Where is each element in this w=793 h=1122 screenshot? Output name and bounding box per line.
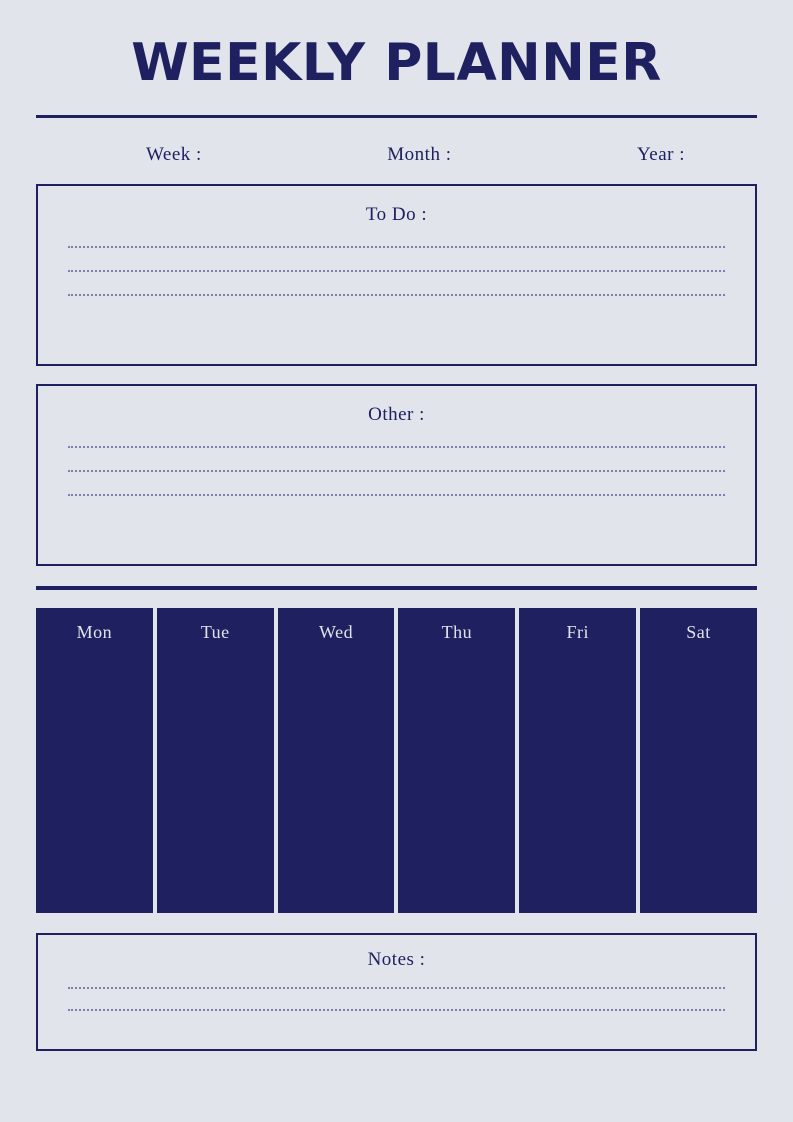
- month-field-label[interactable]: Month :: [387, 143, 452, 165]
- day-label: Sat: [686, 621, 711, 642]
- notes-line[interactable]: [68, 987, 725, 989]
- notes-box[interactable]: [36, 933, 757, 1051]
- day-column-fri[interactable]: [519, 608, 636, 913]
- day-column-sat[interactable]: [640, 608, 757, 913]
- day-column-mon[interactable]: [36, 608, 153, 913]
- other-line[interactable]: [68, 446, 725, 448]
- day-label: Mon: [76, 621, 113, 642]
- todo-lines[interactable]: [38, 226, 755, 314]
- day-label: Fri: [566, 621, 589, 642]
- day-column-tue[interactable]: [157, 608, 274, 913]
- other-line[interactable]: [68, 470, 725, 472]
- day-columns: [36, 608, 757, 913]
- other-line[interactable]: [68, 494, 725, 496]
- todo-box[interactable]: [36, 184, 757, 366]
- notes-line[interactable]: [68, 1009, 725, 1011]
- todo-line[interactable]: [68, 270, 725, 272]
- todo-line[interactable]: [68, 246, 725, 248]
- day-column-thu[interactable]: [398, 608, 515, 913]
- title-block: [36, 0, 757, 118]
- week-field-label[interactable]: Week :: [146, 143, 202, 165]
- other-label: Other :: [368, 403, 425, 425]
- week-month-year-row: [36, 118, 757, 166]
- todo-line[interactable]: [68, 294, 725, 296]
- notes-label: Notes :: [367, 948, 426, 970]
- day-label: Tue: [200, 621, 230, 642]
- todo-label: To Do :: [365, 203, 428, 225]
- section-divider: [36, 586, 757, 590]
- day-column-wed[interactable]: [278, 608, 395, 913]
- year-field-label[interactable]: Year :: [636, 143, 685, 165]
- other-box[interactable]: [36, 384, 757, 566]
- day-label: Wed: [319, 621, 354, 642]
- notes-lines[interactable]: [38, 971, 755, 1011]
- day-label: Thu: [441, 621, 473, 642]
- page-title: WEEKLY PLANNER: [131, 33, 662, 93]
- other-lines[interactable]: [38, 426, 755, 514]
